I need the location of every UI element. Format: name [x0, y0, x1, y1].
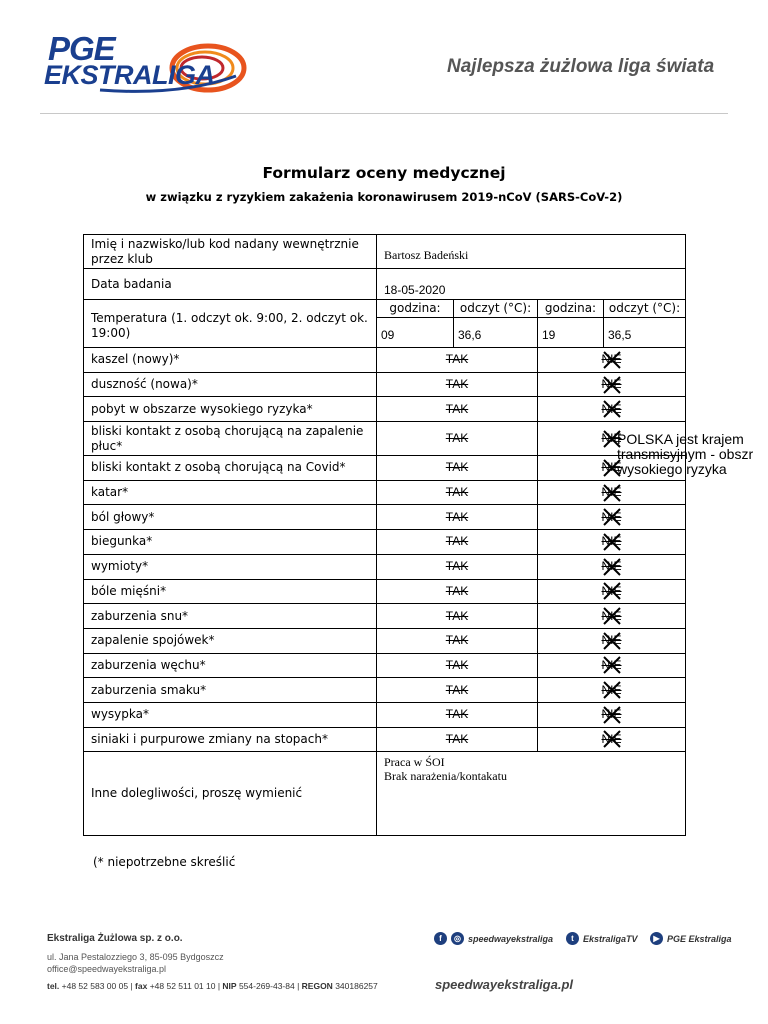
option-nie-text: NIE: [601, 460, 622, 475]
option-nie-text: NIE: [601, 707, 622, 722]
social-tw-handle: EkstraligaTV: [583, 933, 638, 944]
option-tak[interactable]: TAK: [377, 604, 538, 629]
x-mark-icon: [602, 631, 622, 651]
side-note-line2: transmisyjnym - obszr: [617, 446, 754, 462]
option-tak[interactable]: TAK: [377, 456, 538, 481]
option-nie[interactable]: [538, 348, 686, 373]
option-nie[interactable]: [538, 554, 686, 579]
pge-ekstraliga-logo: [40, 24, 250, 102]
footer-address-email: office@speedwayekstraliga.pl: [47, 964, 167, 974]
symptom-row: [84, 422, 686, 456]
symptom-row: [84, 628, 686, 653]
footer-address-street: ul. Jana Pestalozziego 3, 85-095 Bydgoszcz: [47, 952, 224, 962]
option-nie-text: NIE: [601, 583, 622, 598]
logo-text-pge: PGE: [48, 30, 115, 67]
side-note-risk-country: [617, 432, 753, 477]
option-nie-text: NIE: [601, 352, 622, 367]
symptom-row: [84, 678, 686, 703]
social-yt-handle: PGE Ekstraliga: [667, 933, 732, 944]
fax-value: +48 52 511 01 10: [149, 981, 216, 991]
symptom-label: duszność (nowa)*: [84, 372, 377, 397]
temp-time2-value[interactable]: 19: [538, 318, 604, 348]
other-value-line2: Brak narażenia/kontakatu: [384, 769, 507, 784]
row-other: [84, 752, 686, 836]
symptom-row: [84, 372, 686, 397]
row-temp-headers: [84, 300, 686, 318]
symptom-row: [84, 727, 686, 752]
option-nie-text: NIE: [601, 377, 622, 392]
option-tak[interactable]: TAK: [377, 397, 538, 422]
footer-website-link[interactable]: speedwayekstraliga.pl: [435, 977, 574, 992]
temp-label: Temperatura (1. odczyt ok. 9:00, 2. odczyt ok. 19:00): [84, 300, 377, 348]
x-mark-icon: [602, 606, 622, 626]
x-mark-icon: [602, 680, 622, 700]
symptom-label: zaburzenia smaku*: [84, 678, 377, 703]
symptom-row: [84, 397, 686, 422]
date-value[interactable]: 18-05-2020: [377, 269, 686, 300]
social-youtube[interactable]: [650, 932, 732, 945]
x-mark-icon: [602, 483, 622, 503]
option-nie-text: NIE: [601, 534, 622, 549]
x-mark-icon: [602, 507, 622, 527]
header-tagline: Najlepsza żużlowa liga świata: [447, 56, 715, 77]
social-facebook-instagram[interactable]: [434, 932, 553, 945]
nip-value: 554-269-43-84: [238, 981, 295, 991]
x-mark-icon: [602, 375, 622, 395]
option-tak[interactable]: TAK: [377, 554, 538, 579]
symptom-label: kaszel (nowy)*: [84, 348, 377, 373]
temp-reading1-value[interactable]: 36,6: [454, 318, 538, 348]
option-nie-text: NIE: [601, 401, 622, 416]
option-nie-text: NIE: [601, 485, 622, 500]
symptom-label: wysypka*: [84, 702, 377, 727]
option-tak[interactable]: TAK: [377, 579, 538, 604]
option-nie-text: NIE: [601, 682, 622, 697]
option-nie-text: NIE: [601, 633, 622, 648]
symptom-label: ból głowy*: [84, 505, 377, 530]
symptom-row: [84, 530, 686, 555]
option-nie-text: NIE: [601, 731, 622, 746]
option-tak[interactable]: TAK: [377, 653, 538, 678]
header-divider: [40, 113, 728, 114]
symptom-label: wymioty*: [84, 554, 377, 579]
symptom-row: [84, 604, 686, 629]
twitter-icon: t: [566, 932, 579, 945]
temp-header-reading1: odczyt (°C):: [454, 300, 538, 318]
symptom-row: [84, 456, 686, 481]
x-mark-icon: [602, 350, 622, 370]
option-tak[interactable]: TAK: [377, 727, 538, 752]
facebook-icon: f: [434, 932, 447, 945]
instagram-icon: ◎: [451, 932, 464, 945]
option-nie-text: NIE: [601, 559, 622, 574]
option-nie[interactable]: [538, 727, 686, 752]
x-mark-icon: [602, 532, 622, 552]
footer-company: Ekstraliga Żużlowa sp. z o.o.: [47, 933, 183, 944]
social-twitter[interactable]: [566, 932, 638, 945]
form-title: Formularz oceny medycznej: [262, 164, 506, 182]
x-mark-icon: [602, 655, 622, 675]
symptom-row: [84, 505, 686, 530]
temp-header-time1: godzina:: [377, 300, 454, 318]
date-label: Data badania: [84, 269, 377, 300]
symptom-row: [84, 579, 686, 604]
social-fb-handle: speedwayekstraliga: [468, 933, 554, 944]
form-subtitle: w związku z ryzykiem zakażenia koronawirusem 2019-nCoV (SARS-CoV-2): [145, 190, 623, 204]
symptom-label: zapalenie spojówek*: [84, 628, 377, 653]
side-note-line1: POLSKA jest krajem: [617, 431, 744, 447]
x-mark-icon: [602, 729, 622, 749]
option-nie[interactable]: [538, 372, 686, 397]
name-value[interactable]: Bartosz Badeński: [377, 235, 686, 269]
side-note-line3: wysokiego ryzyka: [617, 461, 727, 477]
footer-contact: tel. +48 52 583 00 05 | fax +48 52 511 01 10 | NIP 554-269-43-84 | REGON 340186257: [47, 981, 378, 991]
option-tak[interactable]: TAK: [377, 628, 538, 653]
temp-time1-value[interactable]: 09: [377, 318, 454, 348]
option-nie[interactable]: [538, 678, 686, 703]
other-value-line1: Praca w ŚOI: [384, 755, 445, 770]
x-mark-icon: [602, 399, 622, 419]
x-mark-icon: [602, 705, 622, 725]
option-nie[interactable]: [538, 530, 686, 555]
other-label: Inne dolegliwości, proszę wymienić: [84, 752, 377, 836]
option-tak[interactable]: TAK: [377, 505, 538, 530]
row-date: [84, 269, 686, 300]
temp-header-reading2: odczyt (°C):: [604, 300, 686, 318]
symptom-label: zaburzenia węchu*: [84, 653, 377, 678]
option-tak[interactable]: TAK: [377, 348, 538, 373]
name-label: Imię i nazwisko/lub kod nadany wewnętrznie przez klub: [84, 235, 377, 269]
logo-text-ekstraliga: EKSTRALIGA: [44, 60, 215, 90]
x-mark-icon: [602, 581, 622, 601]
option-nie[interactable]: [538, 480, 686, 505]
option-nie[interactable]: [538, 653, 686, 678]
symptom-rows: [84, 348, 686, 752]
symptom-label: bliski kontakt z osobą chorującą na zapalenie płuc*: [84, 422, 377, 456]
symptom-row: [84, 480, 686, 505]
option-tak[interactable]: TAK: [377, 372, 538, 397]
symptom-label: bliski kontakt z osobą chorującą na Covid*: [84, 456, 377, 481]
option-tak[interactable]: TAK: [377, 480, 538, 505]
symptom-row: [84, 702, 686, 727]
other-value[interactable]: [377, 752, 686, 836]
x-mark-icon: [602, 557, 622, 577]
option-nie[interactable]: [538, 397, 686, 422]
regon-value: 340186257: [335, 981, 378, 991]
option-nie[interactable]: [538, 628, 686, 653]
symptom-row: [84, 653, 686, 678]
option-nie[interactable]: [538, 505, 686, 530]
option-tak[interactable]: TAK: [377, 678, 538, 703]
option-nie-text: NIE: [601, 608, 622, 623]
row-name: [84, 235, 686, 269]
fax-label: fax: [135, 981, 148, 991]
option-nie[interactable]: [538, 579, 686, 604]
option-tak[interactable]: TAK: [377, 530, 538, 555]
option-tak[interactable]: TAK: [377, 702, 538, 727]
option-nie[interactable]: [538, 604, 686, 629]
symptom-label: bóle mięśni*: [84, 579, 377, 604]
symptom-label: pobyt w obszarze wysokiego ryzyka*: [84, 397, 377, 422]
option-tak[interactable]: TAK: [377, 422, 538, 456]
temp-header-time2: godzina:: [538, 300, 604, 318]
temp-reading2-value[interactable]: 36,5: [604, 318, 686, 348]
youtube-icon: ▶: [650, 932, 663, 945]
footnote-cross-out: (* niepotrzebne skreślić: [93, 855, 236, 869]
symptom-label: siniaki i purpurowe zmiany na stopach*: [84, 727, 377, 752]
symptom-row: [84, 554, 686, 579]
tel-value: +48 52 583 00 05: [61, 981, 129, 991]
option-nie[interactable]: [538, 702, 686, 727]
tel-label: tel.: [47, 981, 60, 991]
regon-label: REGON: [301, 981, 333, 991]
option-nie-text: NIE: [601, 657, 622, 672]
symptom-label: katar*: [84, 480, 377, 505]
option-nie-text: NIE: [601, 431, 622, 446]
nip-label: NIP: [222, 981, 237, 991]
symptom-label: zaburzenia snu*: [84, 604, 377, 629]
footer-address: [47, 951, 224, 975]
symptom-row: [84, 348, 686, 373]
option-nie-text: NIE: [601, 509, 622, 524]
symptom-label: biegunka*: [84, 530, 377, 555]
medical-form-table: [83, 234, 686, 836]
